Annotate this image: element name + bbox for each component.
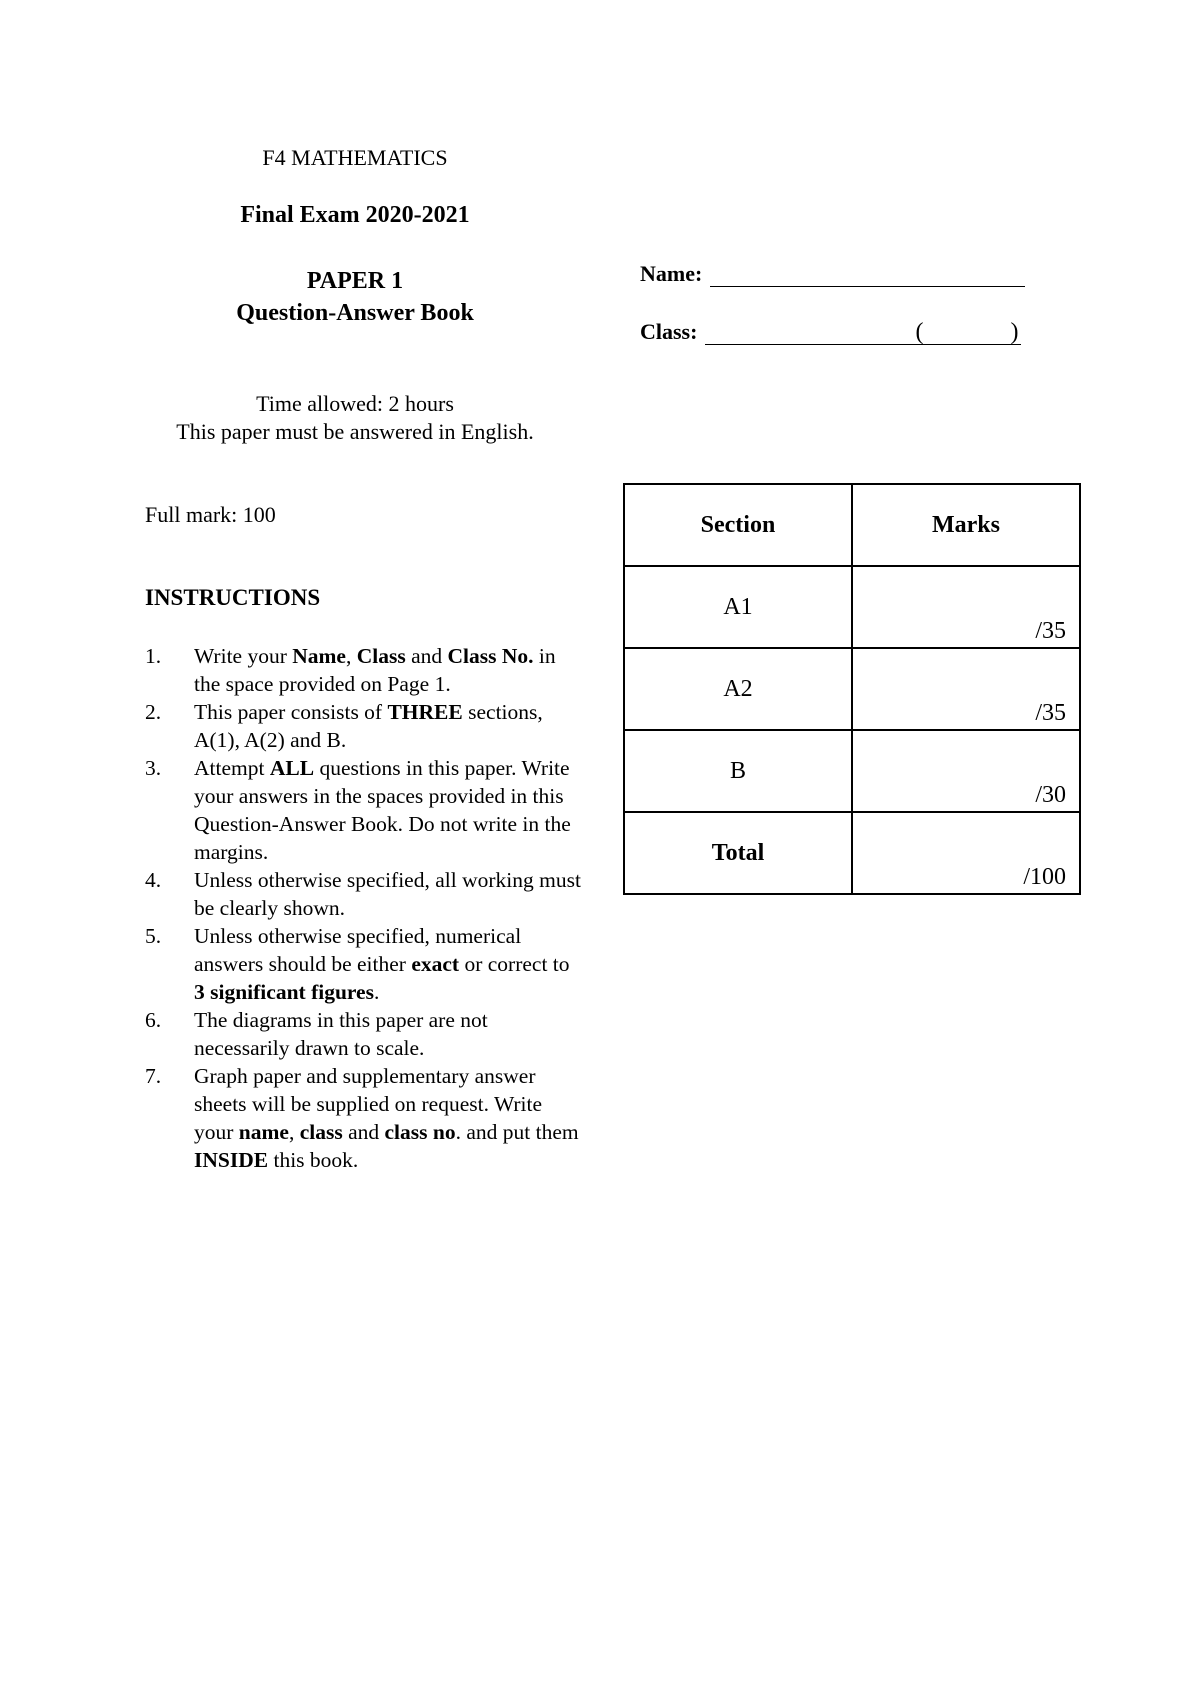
instruction-text: this book. [268,1148,359,1172]
instruction-text: in the space provided on Page 1. [194,644,556,696]
instruction-item [145,922,585,1006]
instruction-item [145,642,585,698]
class-label: Class: [640,319,698,344]
instruction-number: 4. [145,868,162,892]
instruction-emphasis: Class No. [447,644,534,668]
table-row [624,648,1080,730]
instruction-text: and [342,1120,385,1144]
instruction-number: 7. [145,1064,162,1088]
instruction-item [145,1062,585,1174]
class-field [640,318,1021,345]
instruction-text: questions in this paper. Write your answers in the spaces provided in this Question-Answer Book. Do not write in the margins. [194,756,571,864]
paper-title: PAPER 1 [306,268,404,294]
subject-title: F4 MATHEMATICS [262,145,448,170]
marks-cell-total[interactable] [852,812,1080,894]
instruction-text: . [373,980,380,1004]
instruction-text: sections, A(1), A(2) and B. [194,700,543,752]
instruction-text: . and put them [455,1120,579,1144]
marks-cell-a2[interactable] [852,648,1080,730]
exam-title: Final Exam 2020-2021 [240,202,470,228]
section-b: B [624,730,852,812]
instruction-text: This paper consists of [194,700,388,724]
language-note: This paper must be answered in English. [176,419,534,444]
instruction-emphasis: class no [384,1120,456,1144]
instruction-emphasis: exact [411,952,460,976]
name-input-line[interactable] [710,260,1025,287]
instruction-text: and [405,644,448,668]
table-row-total [624,812,1080,894]
section-a2: A2 [624,648,852,730]
marks-header: Marks [852,484,1080,566]
instruction-text: , [345,644,357,668]
instruction-item [145,1006,585,1062]
instruction-emphasis: THREE [387,700,463,724]
class-input-line[interactable] [705,318,1021,345]
time-info [145,390,565,446]
instruction-emphasis: ALL [269,756,315,780]
name-label: Name: [640,261,703,286]
instruction-text: Attempt [194,756,270,780]
instruction-number: 3. [145,756,162,780]
instruction-emphasis: class [299,1120,343,1144]
instruction-text: Graph paper and supplementary answer sheets will be supplied on request. Write your [194,1064,543,1144]
instruction-text: The diagrams in this paper are not necessarily drawn to scale. [194,1008,488,1060]
instruction-item [145,754,585,866]
instruction-emphasis: Class [356,644,406,668]
section-total: Total [624,812,852,894]
time-allowed: Time allowed: 2 hours [256,391,454,416]
marks-cell-b[interactable] [852,730,1080,812]
full-mark: Full mark: 100 [145,502,276,527]
marks-cell-a1[interactable] [852,566,1080,648]
max-mark: /30 [1035,782,1066,808]
instruction-emphasis: name [238,1120,289,1144]
instruction-number: 5. [145,924,162,948]
instruction-emphasis: Name [292,644,346,668]
max-mark: /35 [1035,700,1066,726]
table-row [624,730,1080,812]
marks-table-header [624,484,1080,566]
instructions-list [145,642,585,1174]
book-title: Question-Answer Book [236,300,474,326]
section-a1: A1 [624,566,852,648]
instruction-text: Unless otherwise specified, all working must be clearly shown. [194,868,581,920]
instruction-item [145,698,585,754]
instruction-emphasis: 3 significant figures [194,980,374,1004]
instruction-item [145,866,585,922]
instruction-emphasis: INSIDE [194,1148,269,1172]
class-no-close-paren: ) [1010,319,1019,345]
class-no-open-paren: ( [915,319,924,345]
marks-table [623,483,1081,895]
instruction-text: Write your [194,644,293,668]
instruction-number: 6. [145,1008,162,1032]
instruction-number: 2. [145,700,162,724]
name-field [640,260,1025,287]
table-row [624,566,1080,648]
instruction-text: Unless otherwise specified, numerical answers should be either [194,924,522,976]
instruction-text: or correct to [459,952,570,976]
instruction-number: 1. [145,644,162,668]
instruction-text: , [288,1120,300,1144]
instructions-heading: INSTRUCTIONS [145,585,321,610]
max-mark: /100 [1023,864,1066,890]
max-mark: /35 [1035,618,1066,644]
section-header: Section [624,484,852,566]
